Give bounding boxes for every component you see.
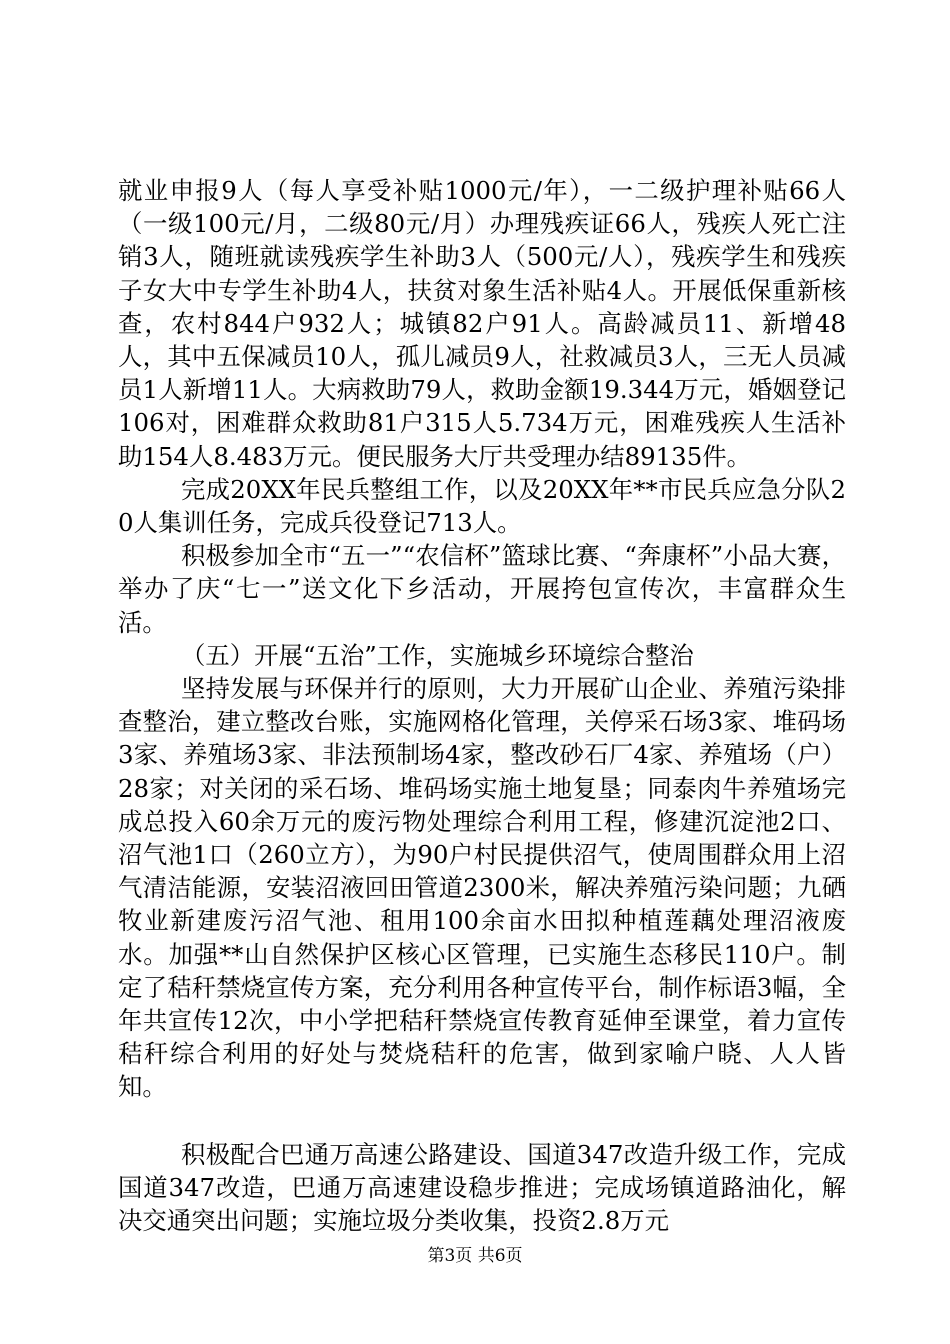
section-heading-five-governance: （五）开展“五治”工作，实施城乡环境综合整治 [181,640,694,670]
paragraph-assistance-stats: 就业申报9人（每人享受补贴1000元/年），一二级护理补贴66人（一级100元/月，二级80元/月）办理残疾证66人，残疾人死亡注销3人，随班就读残疾学生补助3人（500元/人），残疾学生和残疾子女大中专学生补助4人，扶贫对象生活补贴4人。开展低保重新核查，农村844户932人；城镇82户91人。高龄减员11、新增48人，其中五保减员10人，孤儿减员9人，社救减员3人，三无人员减员1人新增11人。大病救助79人，救助金额19.344万元，婚姻登记106对，困难群众救助81户315人5.734万元，困难残疾人生活补助154人8.483万元。便民服务大厅共受理办结89135件。 [118,176,846,471]
paragraph-militia: 完成20XX年民兵整组工作，以及20XX年**市民兵应急分队20人集训任务，完成兵役登记713人。 [118,474,846,538]
page-number-footer: 第3页 共6页 [427,1246,523,1266]
document-body [118,174,846,1237]
paragraph-environment: 坚持发展与环保并行的原则，大力开展矿山企业、养殖污染排查整治，建立整改台账，实施网格化管理，关停采石场3家、堆码场3家、养殖场3家、非法预制场4家，整改砂石厂4家、养殖场（户）28家；对关闭的采石场、堆码场实施土地复垦；同泰肉牛养殖场完成总投入60余万元的废污物处理综合利用工程，修建沉淀池2口、沼气池1口（260立方），为90户村民提供沼气，使周围群众用上沼气清洁能源，安装沼液回田管道2300米，解决养殖污染问题；九硒牧业新建废污沼气池、租用100余亩水田拟种植莲藕处理沼液废水。加强**山自然保护区核心区管理，已实施生态移民110户。制定了秸秆禁烧宣传方案，充分利用各种宣传平台，制作标语3幅，全年共宣传12次，中小学把秸秆禁烧宣传教育延伸至课堂，着力宣传秸秆综合利用的好处与焚烧秸秆的危害，做到家喻户晓、人人皆知。 [118,674,846,1102]
paragraph-transport: 积极配合巴通万高速公路建设、国道347改造升级工作，完成国道347改造，巴通万高速建设稳步推进；完成场镇道路油化，解决交通突出问题；实施垃圾分类收集，投资2.8万元 [118,1139,846,1236]
paragraph-gap [118,1104,846,1138]
paragraph-culture-activities: 积极参加全市“五一”“农信杯”篮球比赛、“奔康杯”小品大赛，举办了庆“七一”送文化下乡活动，开展挎包宣传次，丰富群众生活。 [118,541,846,637]
